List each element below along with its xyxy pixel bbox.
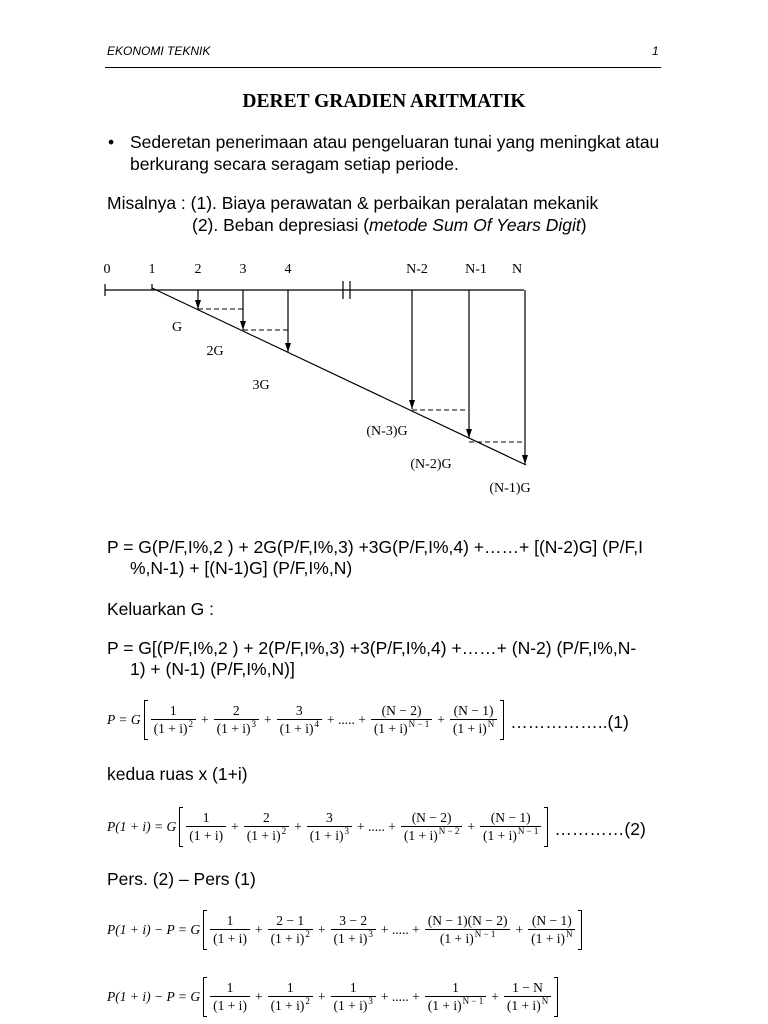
denominator-base: (1 + i): [189, 828, 224, 843]
fraction-denominator: [425, 929, 511, 947]
fraction-numerator: (N − 1): [490, 810, 531, 825]
fraction: [214, 703, 259, 737]
exponent: N − 1: [462, 996, 484, 1006]
fraction-denominator: [371, 719, 432, 737]
fraction-numerator: (N − 2): [411, 810, 452, 825]
operator: + ..... +: [380, 989, 420, 1004]
left-bracket: [144, 700, 148, 740]
fraction-numerator: 2: [263, 810, 270, 825]
fraction-denominator: [244, 826, 289, 844]
left-bracket: [203, 910, 207, 950]
fraction-denominator: [277, 719, 322, 737]
fraction: [528, 913, 575, 947]
exponent: 3: [368, 929, 373, 939]
fraction-denominator: [268, 996, 313, 1014]
fraction-denominator: [528, 929, 575, 947]
factor-out-label: Keluarkan G :: [107, 599, 214, 619]
denominator-base: (1 + i): [279, 721, 314, 736]
exponent: N − 2: [438, 826, 460, 836]
denominator-base: (1 + i): [270, 998, 305, 1013]
gradient-label: G: [171, 320, 183, 335]
formula-factored-line: 1) + (N-1) (P/F,I%,N)]: [130, 659, 295, 679]
fraction-denominator: [307, 826, 352, 844]
equation-number: ……………..(1): [510, 711, 629, 732]
running-header-title: EKONOMI TEKNIK: [107, 44, 211, 58]
fraction-denominator: [331, 996, 376, 1014]
operator: +: [491, 989, 499, 1004]
gradient-label: 2G: [206, 344, 224, 359]
fraction-numerator: 3: [325, 810, 333, 825]
exponent: N − 1: [408, 719, 430, 729]
denominator-base: (1 + i): [427, 998, 462, 1013]
multiply-label: kedua ruas x (1+i): [107, 764, 248, 784]
period-label: 1: [148, 262, 156, 277]
gradient-label: (N-3)G: [366, 424, 408, 439]
operator: + ..... +: [357, 819, 396, 834]
equation-1: [107, 698, 629, 742]
fraction-numerator: (N − 2): [381, 703, 422, 718]
exponent: N − 1: [517, 826, 539, 836]
exponent: 2: [305, 996, 310, 1006]
operator: + ..... +: [380, 922, 420, 937]
fraction-numerator: 1 − N: [512, 980, 543, 995]
operator: +: [254, 922, 263, 937]
operator: +: [317, 922, 326, 937]
right-bracket: [544, 807, 548, 847]
fraction-numerator: 1: [169, 703, 177, 718]
denominator-base: (1 + i): [246, 828, 281, 843]
page-number: 1: [652, 44, 659, 58]
fraction: [480, 810, 541, 844]
example-line-2-suffix: ): [580, 215, 587, 235]
fraction-denominator: [450, 719, 497, 737]
fraction: [268, 980, 313, 1014]
right-bracket: [554, 977, 558, 1017]
equation-lhs: P(1 + i) − P = G: [107, 922, 201, 937]
fraction-denominator: [214, 719, 259, 737]
fraction-denominator: [210, 996, 250, 1014]
period-label: 2: [194, 262, 202, 277]
operator: +: [467, 819, 475, 834]
fraction: [425, 980, 486, 1014]
denominator-base: (1 + i): [506, 998, 541, 1013]
fraction: [151, 703, 196, 737]
exponent: 3: [344, 826, 350, 836]
subtract-label: Pers. (2) – Pers (1): [107, 869, 256, 889]
equation-lhs: P(1 + i) = G: [107, 819, 177, 834]
fraction-numerator: 2: [232, 703, 240, 718]
denominator-base: (1 + i): [213, 998, 247, 1013]
gradient-label: (N-2)G: [410, 457, 452, 472]
fraction: [268, 913, 313, 947]
fraction-numerator: 1: [202, 810, 210, 825]
exponent: 3: [251, 719, 256, 729]
fraction-denominator: [504, 996, 551, 1014]
exponent: N: [565, 929, 573, 939]
equation-difference: [107, 908, 585, 952]
denominator-base: (1 + i): [153, 721, 188, 736]
gradient-diagonal: [152, 288, 526, 465]
formula-expanded-line: P = G(P/F,I%,2 ) + 2G(P/F,I%,3) +3G(P/F,I%,4) +……+ [(N-2)G] (P/F,I: [107, 537, 643, 557]
denominator-base: (1 + i): [482, 828, 517, 843]
denominator-base: (1 + i): [213, 931, 247, 946]
fraction-numerator: 1: [226, 980, 234, 995]
exponent: 3: [368, 996, 373, 1006]
gradient-label: 3G: [252, 378, 270, 393]
fraction-numerator: 3: [295, 703, 303, 718]
fraction: [371, 703, 432, 737]
denominator-base: (1 + i): [531, 931, 565, 946]
example-line-2-method: metode Sum Of Years Digit: [369, 215, 581, 235]
formula-expanded-line: %,N-1) + [(N-1)G] (P/F,I%,N): [130, 558, 353, 578]
period-label: 4: [284, 262, 292, 277]
gradient-label: (N-1)G: [489, 481, 531, 496]
operator: +: [254, 989, 263, 1004]
bullet-text-line: Sederetan penerimaan atau pengeluaran tunai yang meningkat atau: [130, 132, 660, 152]
fraction: [504, 980, 551, 1014]
fraction-denominator: [331, 929, 376, 947]
gradient-cash-flow-diagram: [95, 255, 555, 500]
fraction: [331, 913, 376, 947]
operator: +: [200, 712, 209, 727]
period-label: N-1: [465, 262, 487, 277]
denominator-base: (1 + i): [216, 721, 251, 736]
header-divider: [105, 67, 661, 68]
denominator-base: (1 + i): [373, 721, 408, 736]
denominator-base: (1 + i): [333, 931, 368, 946]
fraction-denominator: [425, 996, 486, 1014]
fraction: [450, 703, 497, 737]
fraction-numerator: 1: [452, 980, 459, 995]
operator: + ..... +: [326, 712, 366, 727]
fraction: [186, 810, 226, 844]
equation-lhs: P = G: [107, 712, 141, 727]
period-label: 3: [239, 262, 247, 277]
operator: +: [317, 989, 326, 1004]
fraction: [244, 810, 289, 844]
fraction-numerator: 1: [286, 980, 294, 995]
bullet-text-line: berkurang secara seragam setiap periode.: [130, 154, 459, 174]
denominator-base: (1 + i): [439, 931, 474, 946]
equation-number: …………(2): [554, 818, 646, 839]
example-line-2: [192, 214, 587, 236]
fraction-denominator: [401, 826, 462, 844]
period-label: 0: [103, 262, 111, 277]
fraction-numerator: (N − 1)(N − 2): [427, 913, 508, 928]
example-line-1: Misalnya : (1). Biaya perawatan & perbaikan peralatan mekanik: [107, 193, 599, 213]
fraction-numerator: 1: [349, 980, 357, 995]
period-label: N: [511, 262, 523, 277]
fraction-denominator: [480, 826, 541, 844]
fraction-numerator: 2 − 1: [276, 913, 305, 928]
fraction-numerator: (N − 1): [531, 913, 572, 928]
left-bracket: [203, 977, 207, 1017]
example-line-2-prefix: (2). Beban depresiasi (: [192, 215, 370, 235]
operator: +: [231, 819, 239, 834]
denominator-base: (1 + i): [333, 998, 368, 1013]
fraction: [210, 913, 250, 947]
fraction-denominator: [210, 929, 250, 947]
fraction-denominator: [151, 719, 196, 737]
equation-2: [107, 805, 646, 849]
exponent: 2: [281, 826, 287, 836]
fraction: [425, 913, 511, 947]
fraction-denominator: [186, 826, 226, 844]
bullet-icon: •: [108, 132, 115, 152]
left-bracket: [179, 807, 183, 847]
denominator-base: (1 + i): [309, 828, 344, 843]
exponent: N − 1: [474, 929, 496, 939]
fraction: [401, 810, 462, 844]
exponent: 4: [314, 719, 319, 729]
fraction: [307, 810, 352, 844]
operator: +: [515, 922, 524, 937]
fraction-numerator: 1: [226, 913, 234, 928]
fraction: [210, 980, 250, 1014]
denominator-base: (1 + i): [270, 931, 305, 946]
fraction-numerator: 3 − 2: [339, 913, 368, 928]
fraction: [331, 980, 376, 1014]
exponent: 2: [305, 929, 310, 939]
denominator-base: (1 + i): [452, 721, 487, 736]
equation-difference-simplified: [107, 975, 561, 1019]
right-bracket: [578, 910, 582, 950]
operator: +: [437, 712, 445, 727]
formula-factored-line: P = G[(P/F,I%,2 ) + 2(P/F,I%,3) +3(P/F,I%,4) +……+ (N-2) (P/F,I%,N-: [107, 638, 637, 658]
page-title: DERET GRADIEN ARITMATIK: [242, 91, 526, 112]
operator: +: [294, 819, 302, 834]
exponent: N: [541, 996, 549, 1006]
exponent: N: [487, 719, 495, 729]
denominator-base: (1 + i): [403, 828, 438, 843]
operator: +: [263, 712, 272, 727]
fraction-numerator: (N − 1): [453, 703, 494, 718]
right-bracket: [500, 700, 504, 740]
fraction: [277, 703, 322, 737]
equation-lhs: P(1 + i) − P = G: [107, 989, 201, 1004]
fraction-denominator: [268, 929, 313, 947]
exponent: 2: [188, 719, 193, 729]
period-label: N-2: [406, 262, 428, 277]
